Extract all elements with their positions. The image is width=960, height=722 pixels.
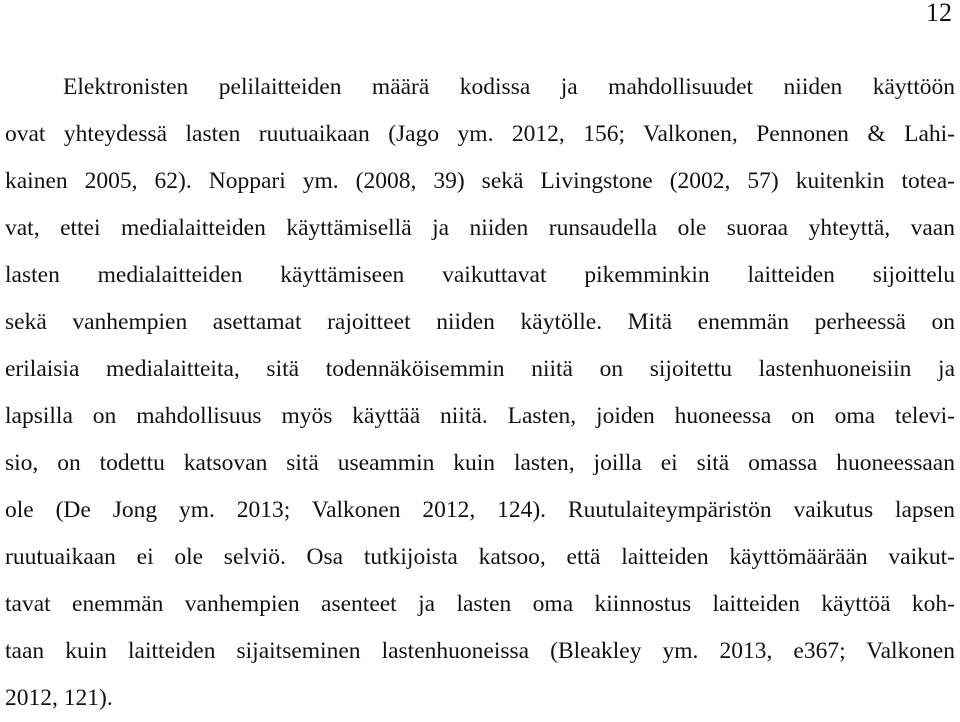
paragraph-line: vat, ettei medialaitteiden käyttämisellä ja niiden runsaudella ole suoraa yhteyttä, vaan (5, 215, 955, 241)
paragraph-line: lapsilla on mahdollisuus myös käyttää niitä. Lasten, joiden huoneessa on oma televi- (5, 403, 955, 429)
body-paragraph (5, 64, 955, 722)
page-number: 12 (926, 0, 952, 27)
paragraph-line: taan kuin laitteiden sijaitseminen lastenhuoneissa (Bleakley ym. 2013, e367; Valkonen (5, 638, 955, 664)
paragraph-line: sio, on todettu katsovan sitä useammin kuin lasten, joilla ei sitä omassa huoneessaan (5, 450, 955, 476)
paragraph-line: erilaisia medialaitteita, sitä todennäköisemmin niitä on sijoitettu lastenhuoneisiin ja (5, 356, 955, 382)
paragraph-line: kainen 2005, 62). Noppari ym. (2008, 39) sekä Livingstone (2002, 57) kuitenkin totea- (5, 168, 955, 194)
paragraph-line: sekä vanhempien asettamat rajoitteet niiden käytölle. Mitä enemmän perheessä on (5, 309, 955, 335)
paragraph-line: 2012, 121). (5, 685, 113, 711)
paragraph-line: Elektronisten pelilaitteiden määrä kodissa ja mahdollisuudet niiden käyttöön (63, 74, 955, 100)
paragraph-line: ovat yhteydessä lasten ruutuaikaan (Jago ym. 2012, 156; Valkonen, Pennonen & Lahi- (5, 121, 955, 147)
paragraph-line: tavat enemmän vanhempien asenteet ja lasten oma kiinnostus laitteiden käyttöä koh- (5, 591, 955, 617)
paragraph-line: lasten medialaitteiden käyttämiseen vaikuttavat pikemminkin laitteiden sijoittelu (5, 262, 955, 288)
paragraph-line: ole (De Jong ym. 2013; Valkonen 2012, 124). Ruutulaiteympäristön vaikutus lapsen (5, 497, 955, 523)
paragraph-line: ruutuaikaan ei ole selviö. Osa tutkijoista katsoo, että laitteiden käyttömäärään vaikut- (5, 544, 955, 570)
